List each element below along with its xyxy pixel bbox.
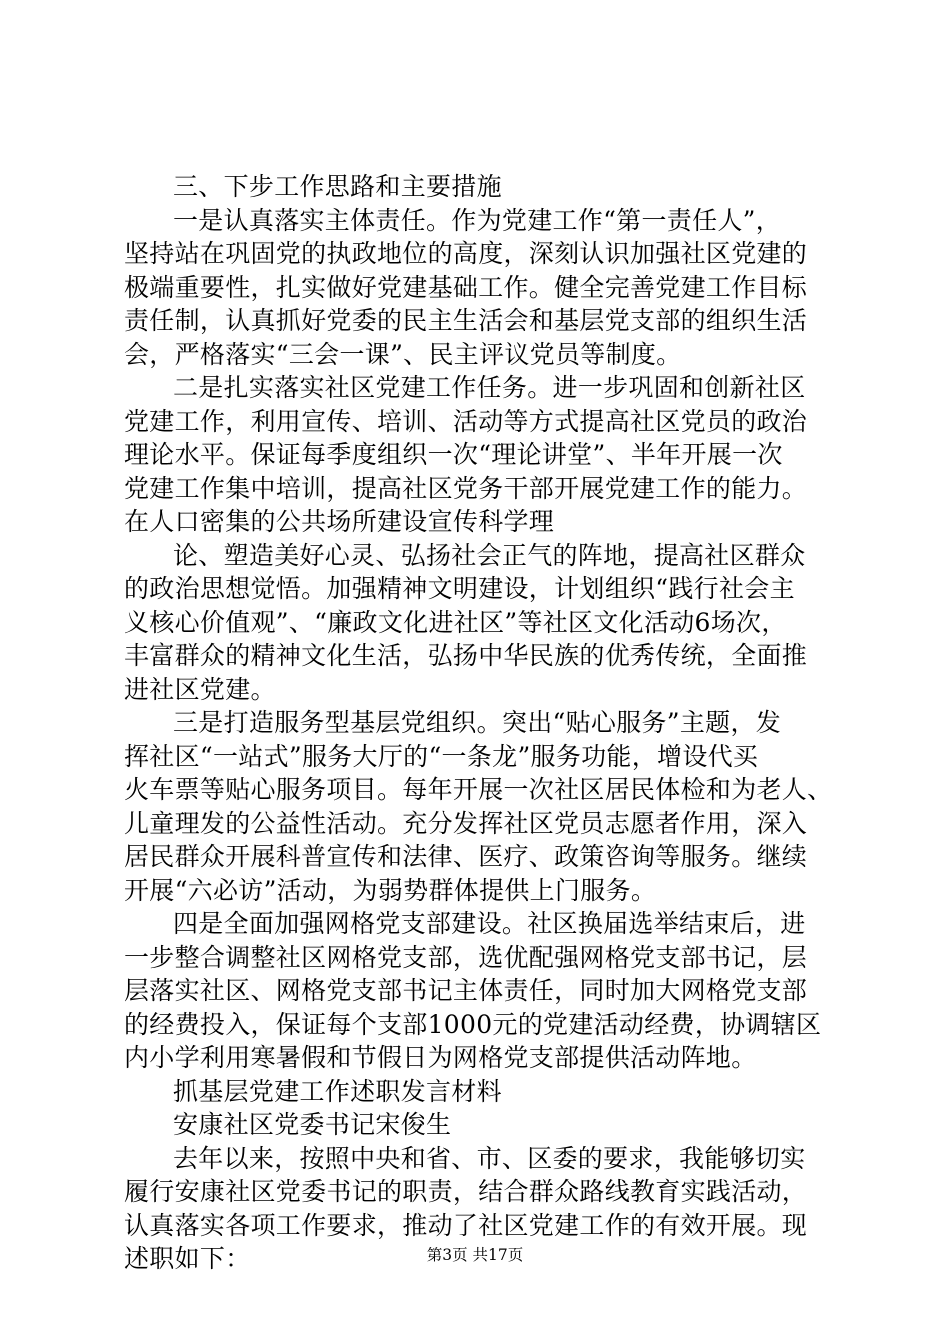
text-line: 论、塑造美好心灵、弘扬社会正气的阵地，提高社区群众 <box>173 540 806 570</box>
text-line: 一是认真落实主体责任。作为党建工作“第一责任人”， <box>173 205 782 235</box>
text-line: 述职如下： <box>124 1244 251 1273</box>
text-line: 三、下步工作思路和主要措施 <box>173 172 502 201</box>
text-line: 开展“六必访”活动，为弱势群体提供上门服务。 <box>124 875 657 905</box>
text-line: 在人口密集的公共场所建设宣传科学理 <box>124 507 555 536</box>
text-line: 会，严格落实“三会一课”、民主评议党员等制度。 <box>124 339 682 369</box>
text-line: 四是全面加强网格党支部建设。社区换届选举结束后，进 <box>173 909 806 938</box>
text-line: 内小学利用寒暑假和节假日为网格党支部提供活动阵地。 <box>124 1043 757 1072</box>
text-line: 三是打造服务型基层党组织。突出“贴心服务”主题，发 <box>173 708 782 737</box>
text-line: 二是扎实落实社区党建工作任务。进一步巩固和创新社区 <box>173 373 806 402</box>
text-line: 层落实社区、网格党支部书记主体责任，同时加大网格党支部 <box>124 976 808 1005</box>
text-line: 义核心价值观”、“廉政文化进社区”等社区文化活动6场次， <box>124 607 787 637</box>
text-line: 认真落实各项工作要求，推动了社区党建工作的有效开展。现 <box>124 1210 808 1240</box>
text-line: 的经费投入，保证每个支部1000元的党建活动经费，协调辖区 <box>124 1009 822 1039</box>
text-line: 进社区党建。 <box>124 674 276 704</box>
text-line: 党建工作集中培训，提高社区党务干部开展党建工作的能力。 <box>124 473 808 503</box>
text-line: 责任制，认真抓好党委的民主生活会和基层党支部的组织生活 <box>124 306 808 335</box>
text-line: 的政治思想觉悟。加强精神文明建设，计划组织“践行社会主 <box>124 574 795 603</box>
text-line: 挥社区“一站式”服务大厅的“一条龙”服务功能，增设代买 <box>124 741 759 771</box>
text-line: 履行安康社区党委书记的职责，结合群众路线教育实践活动， <box>124 1177 808 1206</box>
text-line: 火车票等贴心服务项目。每年开展一次社区居民体检和为老人、 <box>124 775 833 804</box>
text-line: 抓基层党建工作述职发言材料 <box>173 1076 502 1106</box>
text-line: 安康社区党委书记宋俊生 <box>173 1110 452 1139</box>
text-line: 理论水平。保证每季度组织一次“理论讲堂”、半年开展一次 <box>124 440 783 469</box>
document-body <box>124 170 844 1276</box>
text-line: 儿童理发的公益性活动。充分发挥社区党员志愿者作用，深入 <box>124 808 808 838</box>
text-line: 坚持站在巩固党的执政地位的高度，深刻认识加强社区党建的 <box>124 239 808 268</box>
page-footer: 第3页 共17页 <box>426 1246 524 1264</box>
text-line: 一步整合调整社区网格党支部，选优配强网格党支部书记，层 <box>124 942 808 972</box>
text-line: 居民群众开展科普宣传和法律、医疗、政策咨询等服务。继续 <box>124 842 808 871</box>
text-line: 极端重要性，扎实做好党建基础工作。健全完善党建工作目标 <box>124 272 808 302</box>
text-line: 丰富群众的精神文化生活，弘扬中华民族的优秀传统，全面推 <box>124 641 808 670</box>
text-line: 党建工作，利用宣传、培训、活动等方式提高社区党员的政治 <box>124 406 808 436</box>
text-line: 去年以来，按照中央和省、市、区委的要求，我能够切实 <box>173 1143 806 1173</box>
